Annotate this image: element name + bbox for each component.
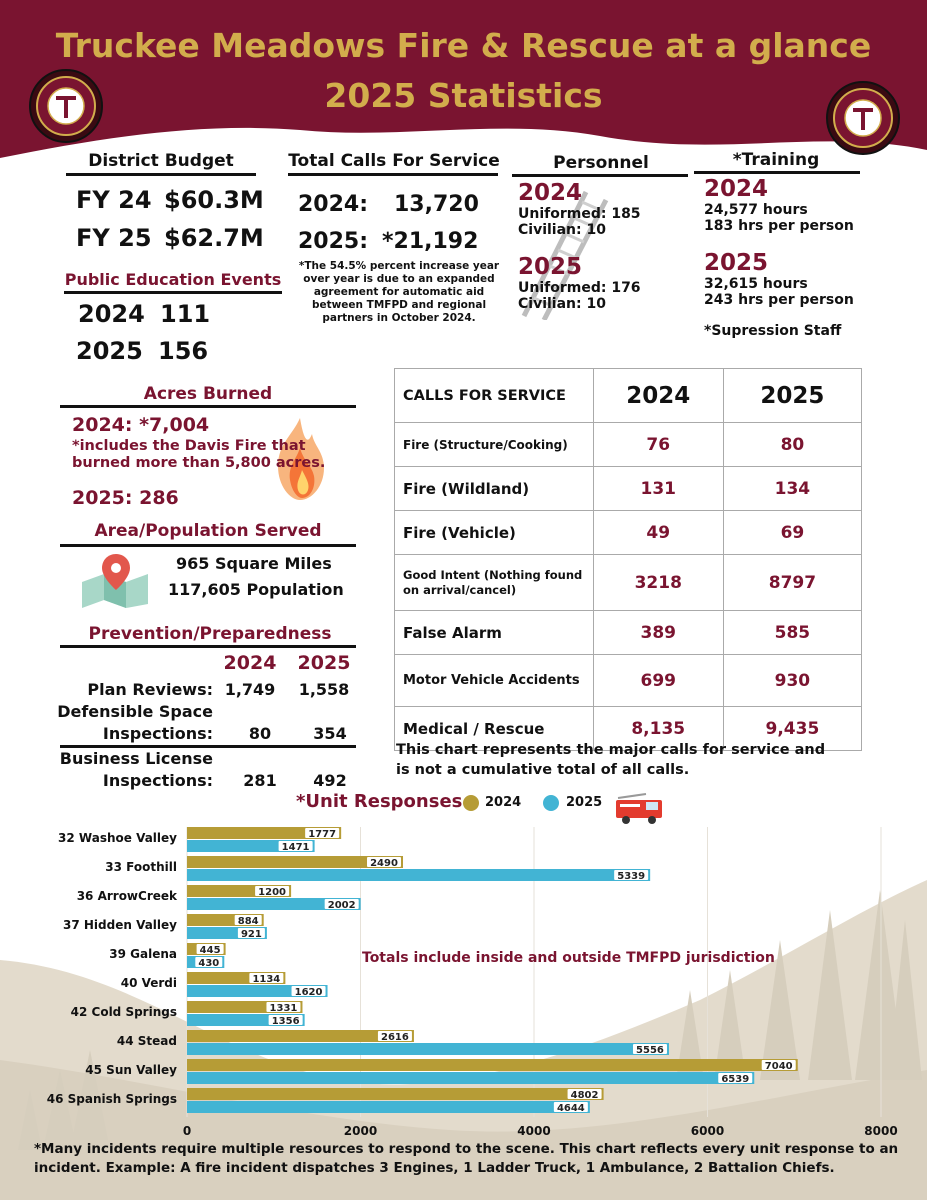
acres-2024: 2024: *7,004 [72, 414, 210, 436]
table-cell-2024: 131 [593, 467, 723, 511]
table-row [395, 467, 862, 511]
divider [694, 171, 860, 174]
data-label: 2002 [327, 900, 356, 911]
data-label: 1134 [252, 974, 281, 985]
bar-2024 [187, 1088, 604, 1100]
prevention-row-label: Defensible Space [57, 702, 213, 721]
prevention-row-label: Inspections: [102, 724, 213, 743]
table-cell-2024: 3218 [593, 555, 723, 611]
table-cell-category: Medical / Rescue [395, 707, 594, 751]
unit-responses-chart [0, 820, 927, 1138]
table-cell-2025: 80 [723, 423, 861, 467]
personnel-2025-uniformed: Uniformed: 176 [518, 280, 641, 296]
total-calls-title: Total Calls For Service [288, 151, 500, 171]
table-row [395, 655, 862, 707]
pe-2024-value: 111 [160, 300, 211, 328]
training-title: *Training [732, 150, 820, 170]
category-label: 42 Cold Springs [70, 1005, 177, 1019]
divider [60, 405, 356, 408]
x-tick-label: 4000 [517, 1124, 551, 1138]
data-label: 4802 [570, 1090, 599, 1101]
table-cell-2024: 8,135 [593, 707, 723, 751]
table-cell-2025: 134 [723, 467, 861, 511]
map-pin-icon [78, 552, 152, 608]
divider [60, 645, 356, 648]
personnel-2025-civilian: Civilian: 10 [518, 296, 606, 312]
training-2024-year: 2024 [704, 176, 769, 202]
budget-fy24-value: $60.3M [164, 186, 264, 214]
legend-label-2025: 2025 [566, 795, 603, 810]
table-header-row [395, 369, 862, 423]
area-population-title: Area/Population Served [94, 521, 322, 541]
table-cell-2025: 585 [723, 611, 861, 655]
pe-2025-label: 2025 [76, 337, 143, 365]
budget-fy24-label: FY 24 [76, 186, 152, 214]
table-cell-2025: 69 [723, 511, 861, 555]
divider [512, 174, 688, 177]
category-label: 44 Stead [116, 1034, 177, 1048]
bar-2025 [187, 1072, 754, 1084]
table-row [395, 511, 862, 555]
prevention-row-2024: 1,749 [224, 680, 276, 699]
data-label: 884 [237, 916, 259, 927]
personnel-title: Personnel [553, 153, 649, 173]
page-title: Truckee Meadows Fire & Rescue at a glance [55, 26, 872, 65]
x-tick-label: 8000 [864, 1124, 898, 1138]
budget-fy25-label: FY 25 [76, 224, 152, 252]
area-square-miles: 965 Square Miles [176, 554, 332, 573]
calls-2024-value: 13,720 [394, 192, 479, 217]
table-cell-category: Fire (Structure/Cooking) [395, 423, 594, 467]
legend-swatch-2025 [542, 794, 560, 812]
data-label: 430 [198, 958, 220, 969]
prevention-col-2024: 2024 [223, 652, 277, 674]
category-label: 36 ArrowCreek [76, 889, 177, 903]
category-label: 45 Sun Valley [85, 1063, 177, 1077]
table-header-2024: 2024 [593, 369, 723, 423]
prevention-row-label: Business License [59, 749, 213, 768]
calls-2025-value: *21,192 [382, 229, 479, 254]
footer-note: *Many incidents require multiple resources to respond to the scene. This chart reflects every unit response to an incident. Example: A fire incident dispatches 3 Engines, 1 Ladder Truck, 1 Ambulance, 2 Battalion Chiefs. [34, 1141, 899, 1176]
acres-2024-note: *includes the Davis Fire that burned more than 5,800 acres. [72, 438, 326, 471]
divider [64, 291, 282, 294]
calls-increase-note: *The 54.5% percent increase year over year is due to an expanded agreement for automatic aid between TMFPD and regional partners in October 2024. [298, 260, 500, 324]
table-cell-2024: 389 [593, 611, 723, 655]
training-2025-hours: 32,615 hours [704, 276, 808, 292]
acres-burned-title: Acres Burned [143, 384, 273, 404]
district-budget-title: District Budget [88, 151, 234, 171]
personnel-2024-uniformed: Uniformed: 185 [518, 206, 641, 222]
pe-2024-label: 2024 [78, 300, 145, 328]
category-label: 33 Foothill [105, 860, 177, 874]
calls-2024-label: 2024: [298, 192, 369, 217]
training-2025-per-person: 243 hrs per person [704, 292, 854, 308]
data-label: 1620 [294, 987, 323, 998]
category-label: 46 Spanish Springs [46, 1092, 177, 1106]
data-label: 445 [199, 945, 221, 956]
table-cell-2024: 699 [593, 655, 723, 707]
table-cell-category: Good Intent (Nothing found on arrival/cancel) [395, 555, 594, 611]
table-header-2025: 2025 [723, 369, 861, 423]
table-row [395, 555, 862, 611]
table-cell-2025: 930 [723, 655, 861, 707]
table-cell-2024: 49 [593, 511, 723, 555]
bar-2024 [187, 1059, 798, 1071]
table-cell-category: Motor Vehicle Accidents [395, 655, 594, 707]
data-label: 5556 [636, 1045, 664, 1056]
table-cell-2024: 76 [593, 423, 723, 467]
prevention-row-2025: 354 [313, 724, 347, 743]
data-label: 7040 [764, 1061, 793, 1072]
data-label: 1777 [308, 829, 337, 840]
table-cell-2025: 9,435 [723, 707, 861, 751]
data-label: 6539 [721, 1074, 750, 1085]
table-cell-category: Fire (Vehicle) [395, 511, 594, 555]
table-cell-2025: 8797 [723, 555, 861, 611]
category-label: 40 Verdi [120, 976, 177, 990]
table-row [395, 423, 862, 467]
legend-swatch-2024 [462, 794, 480, 812]
divider [60, 544, 356, 547]
data-label: 5339 [617, 871, 646, 882]
calls-table-note: This chart represents the major calls for service and is not a cumulative total of all calls. [396, 742, 826, 778]
fire-department-badge-logo-left [28, 68, 104, 144]
category-label: 39 Galena [109, 947, 177, 961]
acres-2025: 2025: 286 [72, 487, 179, 509]
fire-department-badge-logo-right [825, 80, 901, 156]
data-label: 1331 [269, 1003, 298, 1014]
chart-title: *Unit Responses [296, 791, 463, 812]
training-2025-year: 2025 [704, 250, 769, 276]
data-label: 4644 [556, 1103, 585, 1114]
training-2024-hours: 24,577 hours [704, 202, 808, 218]
bar-2025 [187, 869, 650, 881]
table-header-category: CALLS FOR SERVICE [395, 369, 594, 423]
training-2024-per-person: 183 hrs per person [704, 218, 854, 234]
prevention-row-label: Plan Reviews: [87, 680, 213, 699]
table-row [395, 611, 862, 655]
data-label: 921 [240, 929, 262, 940]
data-label: 1356 [271, 1016, 300, 1027]
prevention-row-2024: 80 [248, 724, 272, 743]
prevention-title: Prevention/Preparedness [88, 624, 332, 644]
data-label: 2490 [370, 858, 398, 869]
x-tick-label: 6000 [690, 1124, 725, 1138]
divider [66, 173, 256, 176]
budget-fy25-value: $62.7M [164, 224, 264, 252]
data-label: 1200 [258, 887, 287, 898]
table-cell-category: Fire (Wildland) [395, 467, 594, 511]
prevention-row-2025: 492 [313, 771, 347, 790]
training-note: *Supression Staff [704, 323, 842, 339]
data-label: 2616 [381, 1032, 409, 1043]
legend-label-2024: 2024 [485, 795, 522, 810]
x-tick-label: 2000 [343, 1124, 378, 1138]
personnel-2024-civilian: Civilian: 10 [518, 222, 606, 238]
table-cell-category: False Alarm [395, 611, 594, 655]
prevention-row-2025: 1,558 [298, 680, 350, 699]
prevention-row-2024: 281 [243, 771, 277, 790]
category-label: 37 Hidden Valley [63, 918, 177, 932]
public-education-title: Public Education Events [64, 270, 282, 289]
prevention-col-2025: 2025 [297, 652, 351, 674]
calls-2025-label: 2025: [298, 229, 369, 254]
bar-2025 [187, 1101, 590, 1113]
category-label: 32 Washoe Valley [58, 831, 177, 845]
personnel-2025-year: 2025 [518, 254, 583, 280]
data-label: 1471 [281, 842, 310, 853]
area-population: 117,605 Population [168, 580, 344, 599]
divider [60, 745, 356, 748]
divider [288, 173, 498, 176]
calls-for-service-table [394, 368, 862, 751]
prevention-row-label: Inspections: [102, 771, 213, 790]
page-subtitle: 2025 Statistics [324, 76, 603, 115]
pe-2025-value: 156 [158, 337, 209, 365]
personnel-2024-year: 2024 [518, 180, 583, 206]
x-tick-label: 0 [182, 1124, 192, 1138]
bar-2025 [187, 1043, 669, 1055]
chart-annotation: Totals include inside and outside TMFPD jurisdiction [362, 950, 775, 966]
